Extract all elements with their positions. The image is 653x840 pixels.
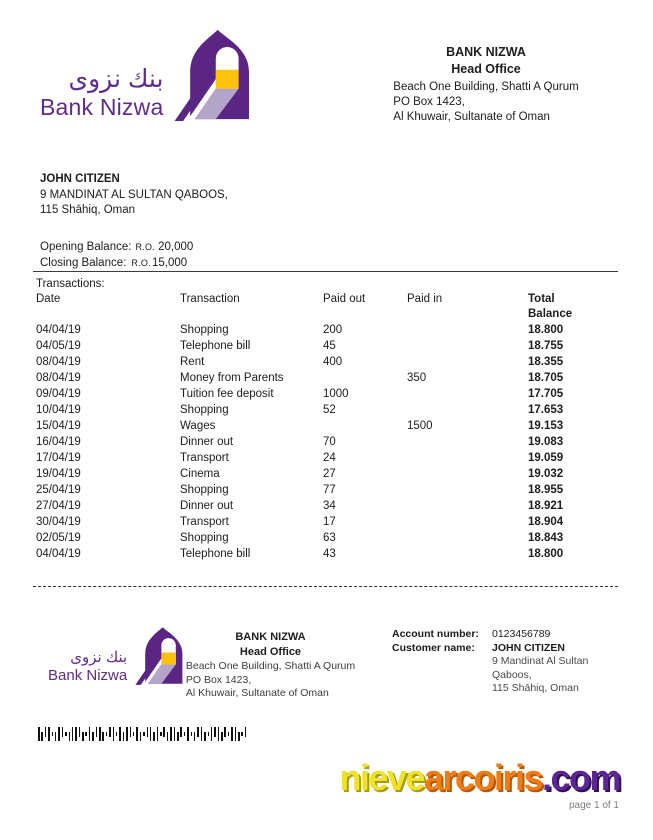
- barcode-bar: [221, 732, 223, 742]
- opening-balance-label: Opening Balance:: [40, 241, 132, 253]
- cell-balance: 18.955: [528, 484, 564, 496]
- cell-paid-in: [407, 466, 528, 482]
- cell-date: 19/04/19: [36, 468, 81, 480]
- cell-paid-in: 350: [407, 372, 427, 384]
- table-row: [36, 498, 620, 514]
- cell-transaction: Dinner out: [180, 500, 234, 512]
- cell-paid-out: 400: [323, 356, 343, 368]
- barcode-bar: [89, 727, 91, 741]
- table-row: [36, 370, 620, 386]
- cell-transaction: Wages: [180, 420, 216, 432]
- barcode-bar: [72, 727, 74, 741]
- cell-balance: 18.800: [528, 324, 564, 336]
- barcode-bar: [136, 727, 138, 741]
- cell-balance: 19.032: [528, 468, 564, 480]
- barcode-bar: [123, 732, 125, 742]
- barcode-bar: [218, 727, 220, 741]
- barcode-bar: [106, 732, 108, 737]
- cell-date: 30/04/19: [36, 516, 81, 528]
- account-number-value: 0123456789: [492, 628, 551, 640]
- barcode-bar: [238, 732, 240, 742]
- barcode-bar: [133, 732, 135, 737]
- transactions-body: [36, 322, 620, 562]
- cell-paid-in: [407, 498, 528, 514]
- barcode-bar: [119, 727, 121, 741]
- barcode-bar: [79, 727, 81, 737]
- barcode-bar: [153, 732, 155, 742]
- footer-customer-address-line: 9 Mandinat Al Sultan: [492, 655, 589, 667]
- cell-date: 25/04/19: [36, 484, 81, 496]
- opening-balance-value: 20,000: [158, 241, 194, 253]
- cell-date: 02/05/19: [36, 532, 81, 544]
- cell-paid-out: 17: [323, 516, 336, 528]
- barcode-bar: [41, 732, 43, 742]
- cell-paid-out: 63: [323, 532, 336, 544]
- cell-paid-out: [323, 418, 407, 434]
- barcode-bar: [245, 727, 247, 737]
- balances-block: [40, 240, 193, 271]
- barcode-bar: [214, 727, 216, 737]
- logo-arabic-text: بنك نزوى: [70, 649, 128, 666]
- cell-balance: 18.921: [528, 500, 564, 512]
- barcode-bar: [147, 727, 149, 737]
- barcode-bar: [109, 727, 111, 737]
- barcode-bar: [65, 732, 67, 737]
- barcode-bar: [116, 732, 118, 737]
- barcode-bar: [157, 727, 159, 741]
- cell-transaction: Dinner out: [180, 436, 234, 448]
- footer-address-line: Al Khuwair, Sultanate of Oman: [185, 687, 329, 699]
- customer-block: [40, 172, 228, 219]
- cell-paid-in: 1500: [407, 420, 433, 432]
- transactions-header-row: [36, 292, 620, 322]
- transactions-label: Transactions:: [36, 278, 105, 290]
- cell-date: 16/04/19: [36, 436, 81, 448]
- barcode-bar: [167, 732, 169, 742]
- barcode-bar: [75, 727, 77, 741]
- barcode-bar: [228, 732, 230, 737]
- column-header-date: Date: [36, 293, 61, 305]
- logo-latin-text: Bank Nizwa: [40, 94, 164, 120]
- cell-balance: 19.153: [528, 420, 564, 432]
- cell-date: 04/04/19: [36, 548, 81, 560]
- cell-balance: 18.755: [528, 340, 564, 352]
- barcode-bar: [160, 732, 162, 737]
- cell-paid-out: 24: [323, 452, 336, 464]
- customer-address-line: 9 MANDINAT AL SULTAN QABOOS,: [40, 188, 228, 201]
- cell-transaction: Transport: [180, 452, 229, 464]
- head-office-address: [393, 80, 578, 125]
- cell-date: 04/05/19: [36, 340, 81, 352]
- watermark-text: [339, 757, 620, 799]
- barcode-bar: [177, 732, 179, 742]
- cell-transaction: Cinema: [180, 468, 220, 480]
- cell-transaction: Money from Parents: [180, 372, 284, 384]
- bank-name-heading: BANK NIZWA: [446, 45, 526, 59]
- logo-latin-text: Bank Nizwa: [48, 667, 128, 684]
- barcode-bar: [180, 727, 182, 737]
- barcode-bar: [231, 727, 233, 741]
- cell-paid-in: [407, 338, 528, 354]
- cell-transaction: Telephone bill: [180, 548, 251, 560]
- barcode-bar: [113, 727, 115, 741]
- table-row: [36, 434, 620, 450]
- cell-balance: 19.059: [528, 452, 564, 464]
- watermark-part-2: arcoiris: [423, 757, 542, 798]
- logo-arch-icon: [135, 626, 183, 685]
- cell-paid-in: [407, 402, 528, 418]
- footer-head-office-heading: Head Office: [239, 645, 302, 658]
- cell-paid-out: 52: [323, 404, 336, 416]
- watermark-part-1: nieve: [339, 757, 424, 798]
- table-row: [36, 546, 620, 562]
- barcode-bar: [170, 727, 172, 741]
- barcode-bar: [62, 727, 64, 737]
- cell-date: 08/04/19: [36, 356, 81, 368]
- footer-customer-name: JOHN CITIZEN: [492, 642, 565, 654]
- head-office-address-line: Al Khuwair, Sultanate of Oman: [393, 111, 550, 123]
- divider-line: [33, 271, 618, 272]
- footer-account-labels: [392, 627, 479, 655]
- cell-paid-in: [407, 322, 528, 338]
- logo-wordmark: [40, 64, 163, 121]
- customer-name: JOHN CITIZEN: [40, 173, 120, 185]
- barcode-bar: [194, 732, 196, 742]
- cell-paid-out: 45: [323, 340, 336, 352]
- cell-paid-in: [407, 530, 528, 546]
- customer-name-label: Customer name:: [392, 642, 475, 654]
- cell-paid-in: [407, 434, 528, 450]
- bank-nizwa-logo-footer: [48, 626, 183, 685]
- barcode-bar: [211, 727, 213, 741]
- logo-wordmark: [48, 648, 127, 685]
- cell-balance: 18.355: [528, 356, 564, 368]
- bank-nizwa-logo: [40, 28, 250, 121]
- logo-arch-icon: [174, 28, 250, 121]
- table-row: [36, 338, 620, 354]
- cell-paid-out: 43: [323, 548, 336, 560]
- barcode-bar: [208, 732, 210, 737]
- cell-date: 15/04/19: [36, 420, 81, 432]
- barcode-bar: [55, 732, 57, 742]
- table-row: [36, 482, 620, 498]
- barcode-bar: [187, 727, 189, 741]
- cell-transaction: Telephone bill: [180, 340, 251, 352]
- currency-code: R.O.: [131, 257, 152, 268]
- barcode-bar: [38, 727, 40, 741]
- closing-balance-label: Closing Balance:: [40, 256, 127, 269]
- barcode-bar: [102, 732, 104, 742]
- logo-arabic-text: بنك نزوى: [68, 65, 164, 93]
- barcode-bar: [52, 732, 54, 737]
- cell-paid-out: 200: [323, 324, 343, 336]
- cell-paid-in: [407, 514, 528, 530]
- cell-transaction: Rent: [180, 356, 205, 368]
- page-number: page 1 of 1: [568, 800, 619, 811]
- head-office-address-line: PO Box 1423,: [393, 96, 465, 108]
- cell-balance: 19.083: [528, 436, 564, 448]
- account-number-label: Account number:: [392, 628, 479, 640]
- cell-date: 27/04/19: [36, 500, 81, 512]
- barcode-bar: [174, 727, 176, 741]
- barcode-bar: [96, 727, 98, 737]
- cell-date: 17/04/19: [36, 452, 81, 464]
- barcode-bar: [92, 732, 94, 742]
- table-row: [36, 466, 620, 482]
- barcode-bar: [140, 732, 142, 742]
- barcode-bar: [224, 727, 226, 737]
- cell-paid-out: 34: [323, 500, 336, 512]
- cell-transaction: Transport: [180, 516, 229, 528]
- closing-balance-value: 15,000: [152, 256, 188, 269]
- cell-transaction: Tuition fee deposit: [180, 388, 274, 400]
- cell-paid-out: 70: [323, 436, 336, 448]
- column-header-transaction: Transaction: [180, 293, 240, 305]
- barcode-bar: [69, 732, 71, 742]
- cell-date: 04/04/19: [36, 324, 81, 336]
- cell-transaction: Shopping: [180, 532, 229, 544]
- customer-address-line: 115 Shāhiq, Oman: [40, 204, 136, 216]
- barcode-bar: [126, 727, 128, 741]
- barcode-bar: [204, 732, 206, 742]
- table-row: [36, 322, 620, 338]
- cell-paid-out: 77: [323, 484, 336, 496]
- barcode: [38, 727, 248, 741]
- footer-account-values: [492, 627, 588, 696]
- cell-date: 09/04/19: [36, 388, 81, 400]
- cell-paid-out: 1000: [323, 388, 349, 400]
- cell-balance: 17.653: [528, 404, 564, 416]
- dashed-divider: [33, 586, 618, 587]
- barcode-bar: [201, 727, 203, 741]
- footer-address-line: Beach One Building, Shatti A Qurum: [185, 660, 356, 672]
- table-row: [36, 530, 620, 546]
- table-row: [36, 514, 620, 530]
- cell-transaction: Shopping: [180, 404, 229, 416]
- watermark-part-3: .com: [541, 757, 620, 798]
- barcode-bar: [45, 727, 47, 737]
- cell-paid-in: [407, 386, 528, 402]
- table-row: [36, 386, 620, 402]
- column-header-paid-out: Paid out: [323, 293, 366, 305]
- cell-paid-in: [407, 450, 528, 466]
- cell-balance: 18.705: [528, 372, 564, 384]
- barcode-bar: [235, 727, 237, 741]
- head-office-heading: Head Office: [451, 62, 521, 76]
- barcode-bar: [241, 732, 243, 737]
- barcode-bar: [85, 732, 87, 737]
- cell-paid-out: 27: [323, 468, 336, 480]
- barcode-bar: [143, 732, 145, 737]
- table-row: [36, 402, 620, 418]
- closing-balance: [40, 256, 193, 272]
- cell-paid-in: [407, 354, 528, 370]
- barcode-bar: [197, 727, 199, 737]
- column-header-total-balance: Total Balance: [528, 293, 573, 320]
- opening-balance: [40, 240, 193, 256]
- footer-head-office-block: [183, 630, 358, 701]
- barcode-bar: [58, 727, 60, 741]
- head-office-address-line: Beach One Building, Shatti A Qurum: [393, 81, 579, 93]
- table-row: [36, 354, 620, 370]
- head-office-block: [360, 44, 612, 125]
- cell-balance: 17.705: [528, 388, 564, 400]
- transactions-section: [36, 277, 620, 562]
- barcode-bar: [150, 727, 152, 741]
- footer-customer-address-line: 115 Shāhiq, Oman: [492, 682, 579, 694]
- cell-paid-out: [323, 370, 407, 386]
- cell-balance: 18.800: [528, 548, 564, 560]
- barcode-bar: [191, 732, 193, 737]
- cell-paid-in: [407, 482, 528, 498]
- table-row: [36, 418, 620, 434]
- footer-address-line: PO Box 1423,: [185, 673, 252, 686]
- cell-balance: 18.843: [528, 532, 564, 544]
- table-row: [36, 450, 620, 466]
- cell-date: 10/04/19: [36, 404, 81, 416]
- barcode-bar: [184, 732, 186, 737]
- footer-customer-address-line: Qaboos,: [492, 668, 532, 681]
- cell-date: 08/04/19: [36, 372, 81, 384]
- barcode-bar: [163, 727, 165, 737]
- cell-balance: 18.904: [528, 516, 564, 528]
- footer-head-office-address: [186, 660, 355, 701]
- cell-transaction: Shopping: [180, 484, 229, 496]
- barcode-bar: [48, 727, 50, 741]
- column-header-paid-in: Paid in: [407, 293, 443, 305]
- barcode-bar: [99, 727, 101, 741]
- cell-paid-in: [407, 546, 528, 562]
- currency-code: R.O.: [135, 242, 156, 252]
- footer-bank-name: BANK NIZWA: [235, 631, 306, 643]
- cell-transaction: Shopping: [180, 324, 229, 336]
- barcode-bar: [130, 727, 132, 737]
- barcode-bar: [82, 732, 84, 742]
